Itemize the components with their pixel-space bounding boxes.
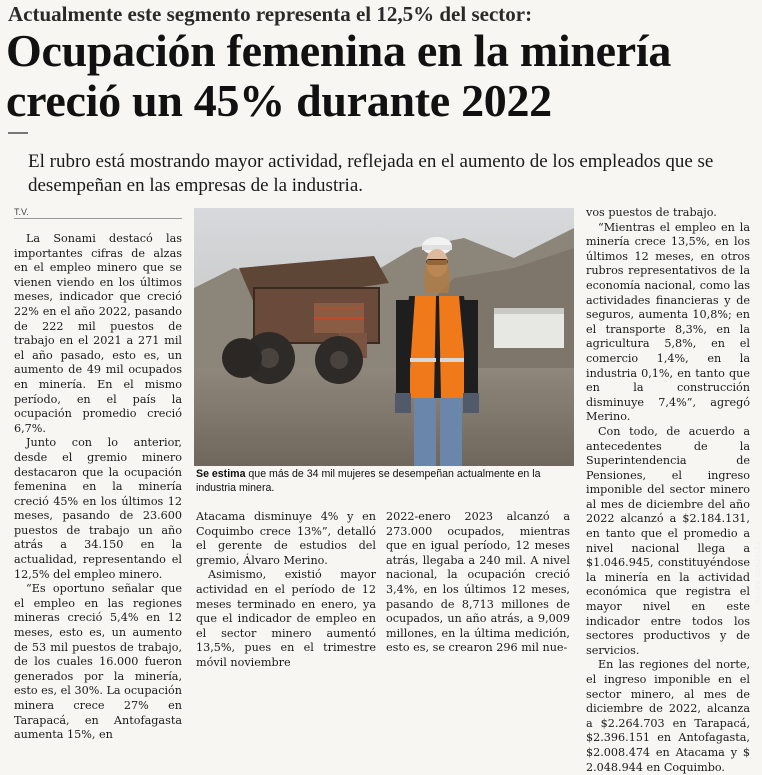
column-2 [196, 510, 376, 671]
column-3 [386, 510, 570, 656]
headline: Ocupación femenina en la minería creció un 45% durante 2022 [6, 25, 672, 126]
lead-rule [8, 132, 28, 134]
byline-rule [14, 218, 182, 219]
kicker: Actualmente este segmento representa el 12,5% del sector: [8, 2, 533, 26]
col4-paragraph-2: “Mientras el empleo en la minería crece 13,5%, en los últimos 12 meses, en otros rubros representativos de la economía nacional, como las actividades financieras y de seguros, aumenta 10,8%; en el transporte 8,3%, en la agricultura 5,8%, en el comercio 1,4%, en la industria 0,1%, en tanto que en la construcción disminuye 7,4%”, agregó Merino. [586, 220, 750, 424]
photo-credit: FELIPE GONZÁLEZ [756, 540, 762, 603]
col4-paragraph-4: En las regiones del norte, el ingreso imponible en el sector minero, al mes de diciembre de 2022, alcanza a $2.264.703 en Tarapacá, $2.396.151 en Antofagasta, $2.008.474 en Atacama y $ 2.048.944 en Coquimbo. [586, 658, 750, 774]
col1-paragraph-3: “Es oportuno señalar que el empleo en las regiones mineras creció 5,4% en 12 meses, esto es, un aumento de 53 mil puestos de trabajo, de los cuales 16.000 fueron generados por la minería, esto es, el 30%. La ocupación minera crece 27% en Tarapacá, en Antofagasta aumenta 15%, en [14, 582, 182, 742]
caption-bold: Se estima [196, 468, 246, 480]
col2-paragraph-2: Asimismo, existió mayor actividad en el período de 12 meses terminado en enero, ya que el indicador de empleo en el sector minero aumentó 13,5%, pues en el trimestre móvil noviembre [196, 568, 376, 669]
col4-paragraph-1: vos puestos de trabajo. [586, 206, 717, 219]
col1-paragraph-1: La Sonami destacó las importantes cifras de alzas en el empleo minero que se vienen viendo en los últimos meses, indicador que creció 22% en el año 2022, pasando de 222 mil puestos de trabajo en el 2021 a 271 mil el año pasado, esto es, un aumento de 49 mil ocupados en minería. En el mismo período, en el país la ocupación promedio creció 6,7%. [14, 232, 182, 435]
caption-text: que más de 34 mil mujeres se desempeñan actualmente en la industria minera. [196, 468, 541, 494]
mining-truck-woman-photo [194, 208, 574, 466]
col4-paragraph-3: Con todo, de acuerdo a antecedentes de la Superintendencia de Pensiones, el ingreso imponible del sector minero al mes de diciembre del año 2022 alcanzó a $2.184.131, en tanto que el promedio a nivel nacional llega a $1.046.945, constituyéndose la minería en la actividad económica que registra el mayor nivel en este indicador entre todos los sectores productivos y de servicios. [586, 424, 750, 657]
col1-paragraph-2: Junto con lo anterior, desde el gremio minero destacaron que la ocupación femenina en la minería creció 45% en los últimos 12 meses, pasando de 23.600 puestos de trabajo un año atrás a 34.150 en la actualidad, representando el 12,5% del empleo minero. [14, 436, 182, 581]
column-4 [586, 206, 750, 775]
col2-paragraph-1: Atacama disminuye 4% y en Coquimbo crece 13%”, detalló el gerente de estudios del gremio, Álvaro Merino. [196, 510, 376, 567]
photo-caption [196, 468, 574, 495]
byline: T.V. [14, 207, 29, 217]
column-1 [14, 232, 182, 743]
col3-paragraph-1: 2022-enero 2023 alcanzó a 273.000 ocupados, mientras que en igual período, 12 meses atrás, llegaba a 240 mil. A nivel nacional, la ocupación creció 3,4%, en los últimos 12 meses, pasando de 8,713 millones de ocupados, un año atrás, a 9,009 millones, en la última medición, esto es, se crearon 296 mil nue- [386, 510, 570, 655]
lead-paragraph: El rubro está mostrando mayor actividad, reflejada en el aumento de los empleados que se desempeñan en las empresas de la industria. [28, 151, 714, 196]
